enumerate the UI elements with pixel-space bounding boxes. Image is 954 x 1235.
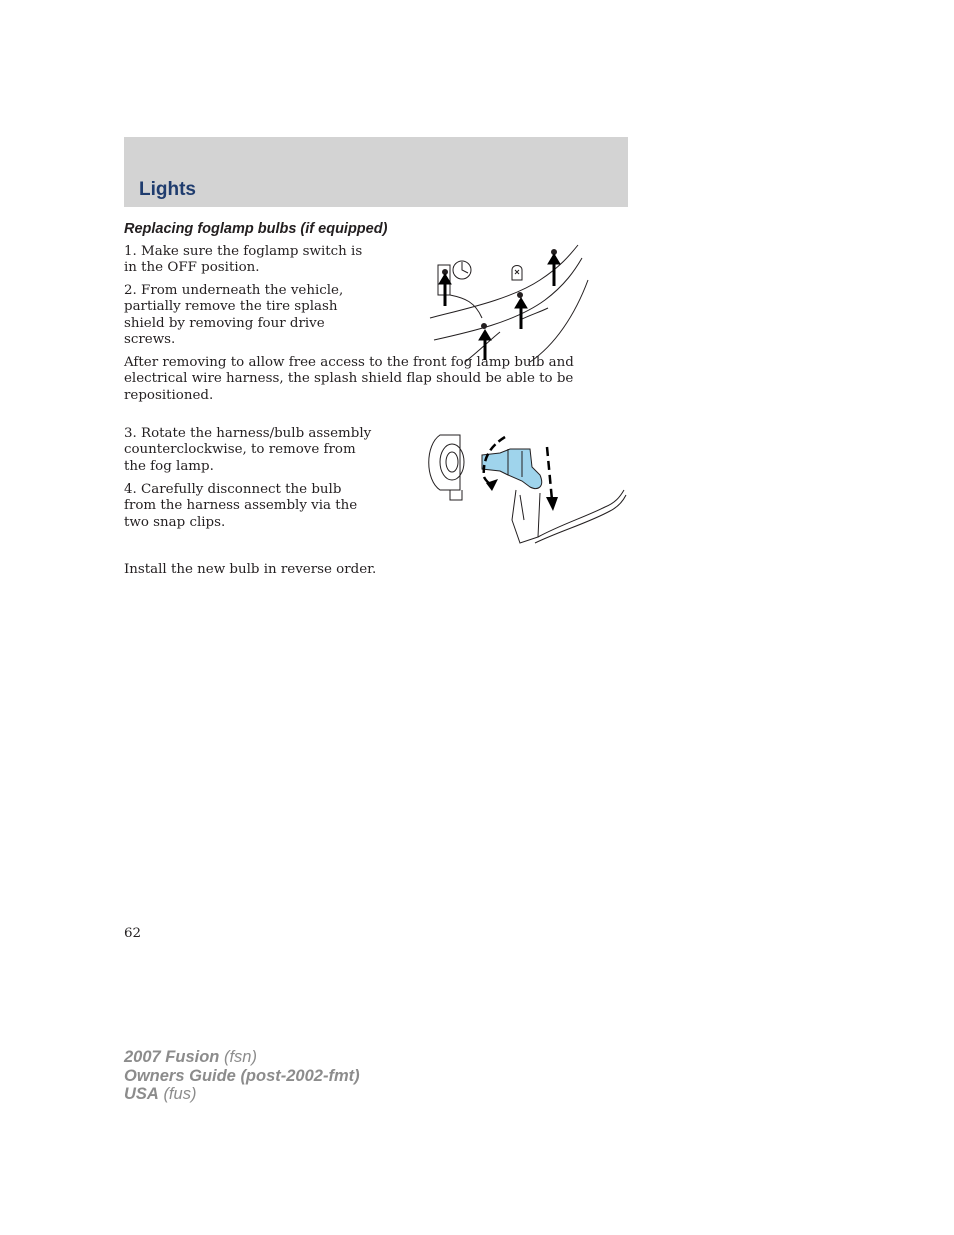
splash-shield-screws-diagram-icon (420, 240, 590, 365)
step-4-text: 4. Carefully disconnect the bulb from the harness assembly via the two snap clips. (124, 482, 358, 530)
page-number: 62 (124, 926, 142, 941)
subheading-replacing-foglamp-bulbs: Replacing foglamp bulbs (if equipped) (124, 221, 388, 237)
document-footer (124, 1048, 360, 1104)
install-note-text: Install the new bulb in reverse order. (124, 562, 377, 577)
step-1-text: 1. Make sure the foglamp switch is in the OFF position. (124, 244, 363, 276)
step-3-text: 3. Rotate the harness/bulb assembly counterclockwise, to remove from the fog lamp. (124, 426, 372, 474)
footer-line-model: 2007 Fusion (fsn) (124, 1048, 257, 1066)
step-2-text: 2. From underneath the vehicle, partially remove the tire splash shield by removing four drive screws. (124, 283, 344, 347)
section-title: Lights (139, 179, 196, 200)
footer-line-market: USA (fus) (124, 1085, 197, 1103)
footer-line-guide: Owners Guide (post-2002-fmt) (124, 1066, 360, 1085)
shield-note-text: After removing to allow free access to the front fog lamp bulb and electrical wire harness, the splash shield flap should be able to be repositioned. (124, 355, 574, 403)
section-header-band (124, 137, 628, 207)
foglamp-bulb-harness-diagram-icon (420, 425, 630, 547)
